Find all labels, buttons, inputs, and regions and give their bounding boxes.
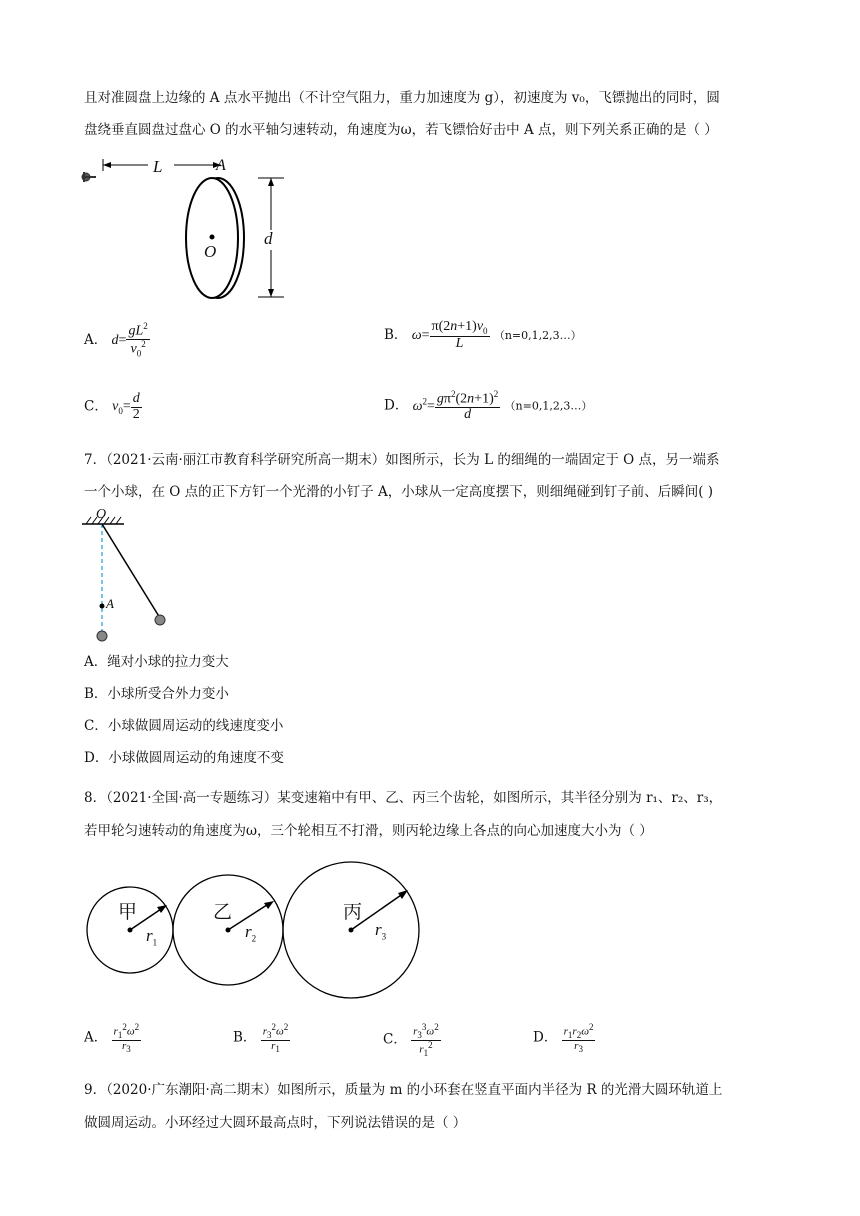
gear-label-yi: 乙 xyxy=(213,901,233,923)
q6-option-c: C． $v_0=$ $\frac{d}{2}$ xyxy=(84,391,140,422)
q7-option-a: A．绳对小球的拉力变大 xyxy=(84,654,229,670)
gear-label-bing: 丙 xyxy=(343,901,363,923)
gear-radius-r3: $r_3$ xyxy=(375,920,387,942)
q7-label-O: O xyxy=(96,507,107,522)
q6-disc-figure xyxy=(78,150,308,302)
q6-text-line-2: 盘绕垂直圆盘过盘心 O 的水平轴匀速转动，角速度为ω，若飞镖恰好击中 A 点，则下列关系正确的是（ ） xyxy=(84,122,718,138)
q7-pendulum-figure xyxy=(82,512,182,647)
q6-label-A: A xyxy=(216,157,226,174)
q7-option-d: D．小球做圆周运动的角速度不变 xyxy=(84,750,284,766)
gear-radius-r2: $r_2$ xyxy=(245,922,257,944)
q7-label-A: A xyxy=(106,596,114,611)
q6-label-O: O xyxy=(204,242,217,261)
q8-text-line-1: 8．（2021·全国·高一专题练习）某变速箱中有甲、乙、丙三个齿轮，如图所示，其半径分别为 r₁、r₂、r₃， xyxy=(84,790,723,806)
ball-bottom xyxy=(97,631,107,641)
q7-option-c: C．小球做圆周运动的线速度变小 xyxy=(84,718,284,734)
q6-option-a: A． d= $\frac{gL^2}{v_0^2}$ xyxy=(84,321,148,359)
q9-text-line-1: 9．（2020·广东潮阳·高二期末）如图所示，质量为 m 的小环套在竖直平面内半径为 R 的光滑大圆环轨道上 xyxy=(84,1082,723,1098)
q7-text-line-2: 一个小球，在 O 点的正下方钉一个光滑的小钉子 A，小球从一定高度摆下，则细绳碰到钉子前、后瞬间( ) xyxy=(84,484,714,500)
q6-label-L: L xyxy=(153,157,163,176)
disc-center-point xyxy=(210,235,215,240)
q6-option-d: D． $\omega^2=$ $\frac{g\pi^2(2n+1)^2}{d}$ （n=0,1,2,3…） xyxy=(384,389,593,423)
q6-label-d: d xyxy=(264,229,273,248)
q8-text-line-2: 若甲轮匀速转动的角速度为ω，三个轮相互不打滑，则丙轮边缘上各点的向心加速度大小为（ ） xyxy=(84,823,653,839)
ball-swinging xyxy=(155,615,165,625)
nail-a xyxy=(100,604,105,609)
q7-option-b: B．小球所受合外力变小 xyxy=(84,686,229,702)
q7-text-line-1: 7．（2021·云南·丽江市教育科学研究所高一期末）如图所示，长为 L 的细绳的一端固定于 O 点，另一端系 xyxy=(84,452,720,468)
q8-option-c: C． $\frac{r_3^3\omega^2}{r_1^2}$ xyxy=(383,1022,439,1059)
q6-option-b: B． ω= $\frac{\pi(2n+1)v_0}{L}$ （n=0,1,2,3…） xyxy=(384,319,582,352)
gear-radius-r1: $r_1$ xyxy=(146,926,158,948)
q8-gears-figure xyxy=(84,855,444,1015)
gear-label-jia: 甲 xyxy=(118,901,138,923)
q9-text-line-2: 做圆周运动。小环经过大圆环最高点时，下列说法错误的是（ ） xyxy=(84,1115,467,1131)
q6-text-line-1: 且对准圆盘上边缘的 A 点水平抛出（不计空气阻力，重力加速度为 g），初速度为 v₀，飞镖抛出的同时，圆 xyxy=(84,90,720,106)
q8-option-a: A． $\frac{r_1^2\omega^2}{r_3}$ xyxy=(84,1022,140,1055)
q8-option-d: D． $\frac{r_1r_2\omega^2}{r_3}$ xyxy=(533,1022,594,1055)
q8-option-b: B． $\frac{r_3^2\omega^2}{r_1}$ xyxy=(233,1022,289,1055)
